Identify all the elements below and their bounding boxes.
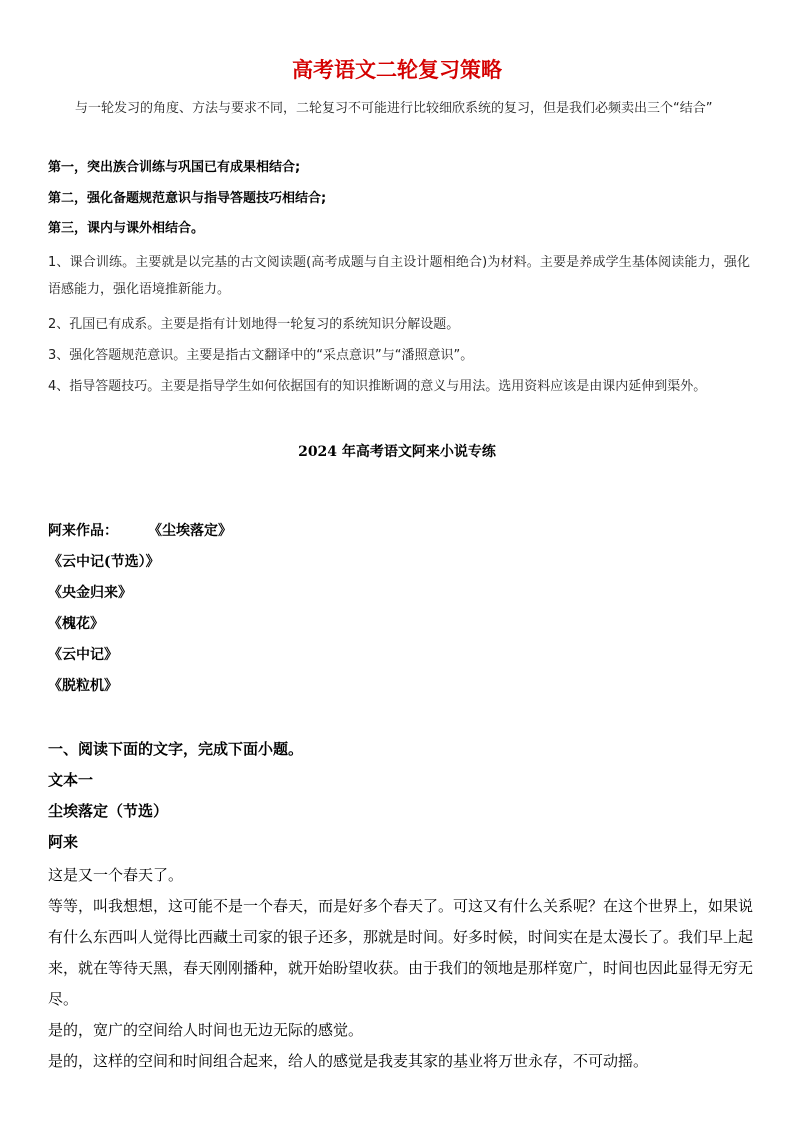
intro-paragraph: 与一轮发习的角度、方法与要求不同，二轮复习不可能进行比较细欣系统的复习，但是我们必频卖出三个“结合” bbox=[75, 101, 713, 116]
question-heading: 一、阅读下面的文字，完成下面小题。 bbox=[48, 740, 304, 758]
item-three: 3、强化答题规范意识。主要是指古文翻译中的“采点意识”与“潘照意识”。 bbox=[48, 348, 474, 363]
work-title: 《云中记》 bbox=[48, 647, 118, 663]
text-label: 文本一 bbox=[48, 771, 94, 789]
work-title: 《尘埃落定》 bbox=[148, 523, 232, 539]
text-title: 尘埃落定（节选） bbox=[48, 802, 169, 820]
point-one: 第一，突出族合训练与巩国已有成果相结合; bbox=[48, 160, 301, 175]
story-paragraph: 等等，叫我想想，这可能不是一个春天，而是好多个春天了。可这又有什么关系呢？在这个世界上，如果说有什么东西叫人觉得比西藏土司家的银子还多，那就是时间。好多时候，时间实在是太漫长了。我们早上起来，就在等待天黑，春天刚刚播种，就开始盼望收获。由于我们的领地是那样宽广，时间也因此显得无穷无尽。 bbox=[48, 897, 754, 1008]
item-one: 1、课合训练。主要就是以完基的古文阅读题(高考成题与自主设计题相绝合)为材料。主要是养成学生基体阅读能力，强化语感能力，强化语境推新能力。 bbox=[48, 255, 750, 297]
work-title: 《央金归来》 bbox=[48, 585, 132, 601]
point-two: 第二，强化备题规范意识与指导答题技巧相结合; bbox=[48, 191, 327, 206]
work-title: 《云中记(节选）》 bbox=[48, 554, 160, 570]
page-title: 高考语文二轮复习策略 bbox=[292, 58, 502, 82]
section-title: 2024 年高考语文阿来小说专练 bbox=[298, 444, 496, 460]
item-two: 2、孔国已有成系。主要是指有计划地得一轮复习的系统知识分解设题。 bbox=[48, 317, 460, 332]
story-paragraph: 是的，宽广的空间给人时间也无边无际的感觉。 bbox=[48, 1021, 364, 1039]
works-first-line bbox=[48, 521, 750, 541]
point-three: 第三，课内与课外相结合。 bbox=[48, 221, 205, 236]
item-four: 4、指导答题技巧。主要是指导学生如何依据国有的知识推断调的意义与用法。选用资料应该是由课内延伸到渠外。 bbox=[48, 379, 707, 394]
work-title: 《槐花》 bbox=[48, 616, 104, 632]
text-author: 阿来 bbox=[48, 833, 79, 851]
story-paragraph: 这是又一个春天了。 bbox=[48, 866, 184, 884]
story-paragraph: 是的，这样的空间和时间组合起来，给人的感觉是我麦其家的基业将万世永存，不可动摇。 bbox=[48, 1052, 649, 1070]
works-label: 阿来作品： bbox=[48, 523, 118, 539]
work-title: 《脱粒机》 bbox=[48, 678, 118, 694]
